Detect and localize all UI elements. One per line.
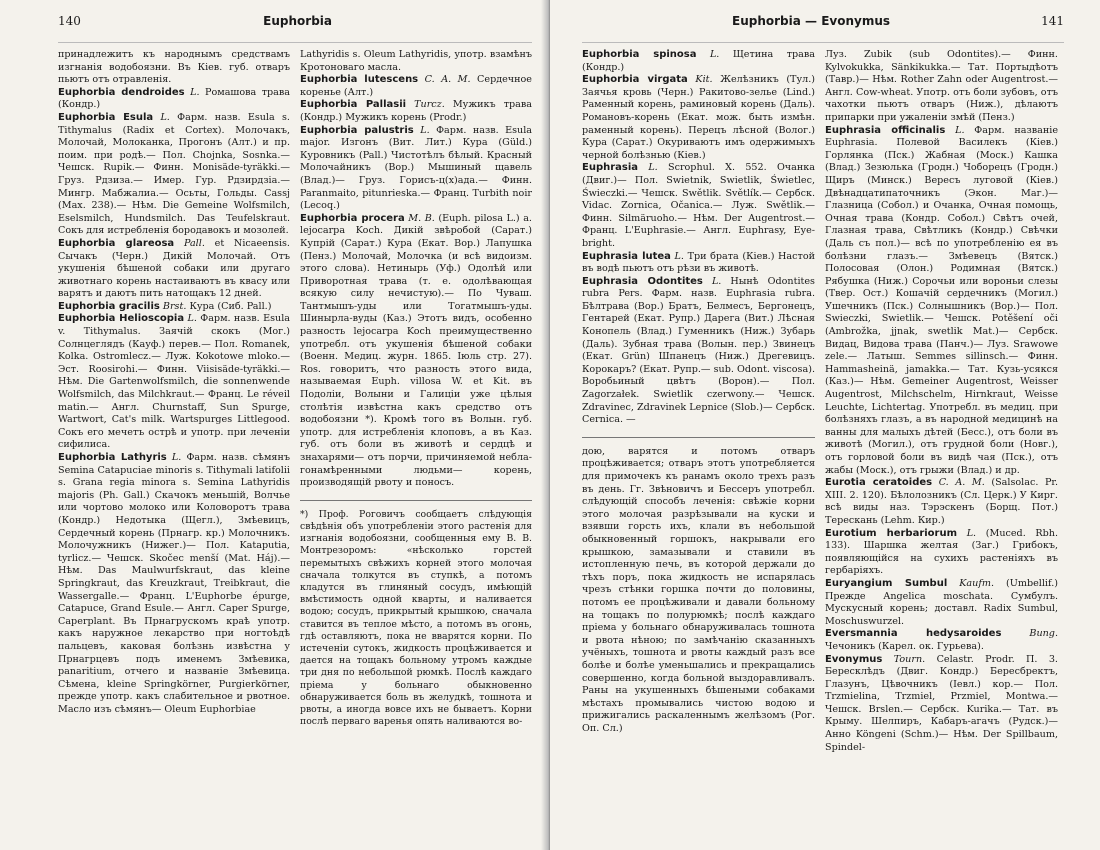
right-column-2 (825, 49, 1058, 754)
entry-authority: C. A. M. (424, 74, 471, 86)
entry-text: (Umbellif.) Прежде Angelica moschata. Сумбулъ. Мускусный корень; доставл. Radix Sumbul, Moschuswurzel. (825, 577, 1058, 627)
entry-headword: Euphorbia palustris (300, 124, 414, 136)
entry-authority: L. (711, 275, 722, 287)
entry-headword: Euphrasia officinalis (825, 124, 946, 136)
entry-headword: Euphorbia gracilis (58, 300, 160, 312)
entry-authority: L. (160, 111, 170, 123)
page-number: 140 (58, 14, 81, 28)
dictionary-entry (825, 49, 1058, 125)
footnote: *) Проф. Роговичъ сообщаетъ слѣдующія свѣдѣнія объ употребленіи этого растенія для изгнанія водобоязни, сообщенныя ему В. В. Монтрезоромъ: «нѣсколько горстей перемытыхъ свѣжихъ корней этого молочая сначала толкутся въ ступкѣ, а потомъ кладутся въ глиняный сосудъ, имѣющій вмѣстимость одной кварты, и наливается водою; сосудъ, прикрытый крышкою, сначала ставится въ теплое мѣсто, а потомъ въ огонь, гдѣ оставляютъ, пока не вварятся корни. По истеченіи сутокъ, жидкость процѣживается и дается на тощакъ больному утромъ каждые три дня по небольшой рюмкѣ. Послѣ каждаго пріема у больнаго обыкновенно обнаруживается боль въ желудкѣ, тошнота и рвоты, а иногда вовсе ихъ не бываетъ. Корни послѣ перваго варенья опять наливаются во- (300, 508, 532, 728)
entry-text: Ромашова трава (Кондр.) (58, 86, 290, 111)
entry-text: принадлежитъ къ народнымъ средствамъ изгнанія водобоязни. Въ Кіев. губ. отваръ пьютъ отъ отравленія. (58, 49, 290, 86)
dictionary-entry (58, 238, 290, 301)
entry-text: (Salsolac. Pr. XIII. 2. 120). Бѣлолозникъ (Сл. Церк.) У Кирг. всѣ виды наз. Тэрэскенъ (Борщ. Пот.) Терескань (Lehm. Кир.) (825, 477, 1058, 526)
dictionary-entry (825, 477, 1058, 527)
entry-authority: Kit. (695, 74, 713, 86)
entry-text: Фарм. назв. Esula major. Изгонъ (Вит. Лит.) Кура (Güld.) Куровникъ (Pall.) Чистотѣлъ бѣлый. Красный Молочайникъ (Вор.) Мышиный щавель (Влад.)— Груз. Горисъ-ц(х)ада.— Финн. Paranmaito, pitunrieska.— Франц. Turbith noir (Lecoq.) (300, 124, 532, 212)
entry-headword: Eversmannia hedysaroides (825, 628, 1002, 640)
page-header (582, 14, 1064, 43)
entry-headword: Euphorbia Helioscopia (58, 313, 185, 325)
dictionary-entry (582, 74, 815, 162)
entry-authority: L. (171, 452, 182, 463)
entry-headword: Euphorbia procera (300, 212, 405, 224)
entry-text: Сердечное кореньe (Алт.) (300, 74, 532, 98)
entry-headword: Euphorbia virgata (582, 74, 688, 86)
entry-text: Чечоникъ (Карел. ок. Гурьева). (825, 640, 984, 652)
entry-text: Фарм. назв. Esula v. Tithymalus. Заячій скокъ (Мог.) Солнцеглядъ (Кауф.) перев.— Пол. Romanek, Kolka. Ostromlecz.— Луж. Kokotowe mloko.— Эст. Roosirohi.— Финн. Viisisäde-tyräkki.— Нѣм. Die Gartenwolfsmilch, die sonnenwende Wolfsmilch, das Milchkraut.— Франц. Le réveil matin.— Англ. Churnstaff, Sun Spurge, Wartwort, Cat's milk. Wartspurges Littlegood. Сокъ его мечетъ острѣ и употр. при леченіи сифилиса. (58, 313, 290, 451)
entry-text: Луз. Zubik (sub Odontites).— Финн. Kylvokukka, Sänkikukka.— Тат. Портыдѣотъ (Тавр.)— Нѣм. Rother Zahn oder Augentrost.— Англ. Cow-wheat. Употр. отъ боли зубовъ, отъ чахотки пьютъ отваръ (Ниж.), дѣлаютъ припарки при ужаленіи змѣй (Пенз.) (825, 49, 1058, 123)
entry-headword: Euphorbia Esula (58, 111, 154, 123)
entry-headword: Eurotium herbariorum (825, 527, 958, 539)
entry-authority: M. B. (408, 212, 435, 224)
entry-headword: Euphrasia (582, 162, 639, 174)
entry-text: (Muced. Rbh. 133). Шаршка желтая (Заг.) Грибокъ, появляющійся на сухихъ растеніяхъ въ гербаріяхъ. (825, 527, 1058, 577)
entry-authority: C. A. M. (938, 477, 985, 489)
footnote-continuation: дою, варятся и потомъ отваръ процѣживается; отваръ этотъ употребляется для примочекъ къ ранамъ около трехъ разъ въ день. Гг. Звѣновичъ и Бессеръ употребл. слѣдующій способъ леченія: свѣжіе корни этого молочая разрѣзывали на куски и взявши горсть ихъ, клали въ небольшой обыкновенный горшокъ, накрывали его крышкою, замазывали и ставили въ истопленную печь, въ которой держали до тѣхъ поръ, пока жидкость не испарялась чрезъ стѣнки горшка почти до половины, потомъ ее процѣживали и давали больному на тощакъ по полурюмкѣ; послѣ каждаго пріема у больнаго обнаруживалась тошнота и рвота нѣною; по замѣчанію сказанныхъ учёныхъ, тошнота и рвоты каждый разъ все болѣе и болѣе уменьшались и прекращались совершенно, когда больной выздоравливалъ. Раны на укушенныхъ бѣшеными собаками мѣстахъ промывались чистою водою и прижигались раскаленнымъ желѣзомъ (Рог. Оп. Сл.) (582, 445, 815, 734)
entry-authority: L. (966, 527, 977, 539)
dictionary-entry (582, 251, 815, 276)
entry-text: Scrophul. X. 552. Очанка (Двиг.)— Пол. Swietnik, Swietlik, Świetlec, Świeczki.— Чешск. Swětlik. Světlík.— Сербск. Vidac. Zornica, Očanica.— Луж. Swětlik.— Финн. Silmäruoho.— Нѣм. Der Augentrost.— Франц. L'Euphrasie.— Англ. Euphrasy, Eye-bright. (582, 162, 815, 249)
entry-text: Щетина трава (Кондр.) (582, 49, 815, 73)
entry-authority: L. (674, 250, 684, 262)
entry-headword: Euphorbia dendroides (58, 86, 185, 98)
dictionary-entry (58, 87, 290, 112)
dictionary-entry (300, 213, 532, 490)
running-head: Euphorbia — Evonymus (732, 14, 891, 28)
entry-authority: Turcz. (414, 99, 445, 111)
left-column-2 (300, 49, 532, 728)
entry-authority: L. (190, 86, 200, 98)
dictionary-entry (58, 452, 290, 716)
entry-authority: L. (709, 49, 720, 60)
dictionary-entry (582, 49, 815, 74)
entry-text: Фарм. назв. сѣмянъ Semina Catapuciae minoris s. Tithymali latifolii s. Grana regia minora s. Semina Lathyridis majoris (Ph. Gall.) Скачокъ меньшій, Волчье или чортово молоко или Коловоротъ трава (Кондр.) Недотыка (Щегл.), Змѣевицъ, Сердечный корень (Прнагр. кр.) Молочникъ. Молочужникъ (Нижег.)— Пол. Kataputia, tyrlicz.— Чешск. Skočec menší (Mat. Háj).— Нѣм. Das Maulwurfskraut, das kleine Springkraut, das Kreuzkraut, Treibkraut, die Wassergalle.— Франц. L'Euphorbe épurge, Catapuce, Grand Esule.— Англ. Caper Spurge, Caperplant. Въ Прнагрускомъ краѣ употр. какъ наружное лекарство при ногтоѣдѣ пальцевъ, каковая болѣзнь извѣстна у Прнагрцевъ подъ именемъ Змѣевика, panaritium, отчего и названіе Змѣевица. Сѣмена, kleine Springkörner, Purgierkörner, прежде употр. какъ слабительное и рвотное. Масло изъ сѣмянъ— Oleum Euphorbiae (58, 452, 290, 715)
entry-text: Фарм. назв. Esula s. Tithymalus (Radix et Cortex). Молочакъ, Молочай, Молоканка, Прогонъ (Алт.) и пр. поим. при родѣ.— Пол. Chojnka, Sosnka.— Чешск. Rupik.— Финн. Monisäde-tyräkki.— Груз. Рдзиза.— Имер. Гур. Рдзирдзia.— Мингр. Мабжалиа.— Осьты, Гольды. Cassj (Max. 238).— Нѣм. Die Gemeine Wolfsmilch, Eselsmilch, Hundsmilch. Das Teufelskraut. Сокъ для истребленія бородавокъ и мозолей. (58, 111, 290, 237)
dictionary-entry (825, 578, 1058, 628)
page-header (58, 14, 532, 43)
entry-headword: Eurotia ceratoides (825, 477, 933, 489)
entry-text: (Euph. pilosa L.) a. lejocarpa Koch. Дикій звѣробой (Сарат.) Купрій (Сарат.) Кура (Екат. Вор.) Лапушка (Пенз.) Молочай, Молочка (и всѣ видоизм. этого слова). Нетинырь (Уф.) Одолѣй или Приворотная трава (т. е. одолѣвающая всякую силу нечистую).— По Чуваш. Тантмышъ-уды или Тогатмышъ-уды. Шинырла-вуды (Каз.) Этотъ видъ, особенно разность lejocarpa Koch преимущественно употребл. отъ укушенія бѣшеной собаки (Военн. Медиц. журн. 1865. Іюль стр. 27). Ros. говоритъ, что разность этого вида, называемая Euph. villosa W. et Kit. въ Подоліи, Волыни и Галиціи уже цѣлыя столѣтія извѣстна какъ средство отъ водобоязни *). Кромѣ того въ Волын. губ. употр. для истребленія клоповъ, а въ Каз. губ. отъ боли въ животѣ и сердцѣ и знахарями— отъ порчи, причиняемой небла-гонамѣренными людьми— корень, производящій рвоту и поносъ. (300, 212, 532, 489)
right-page (550, 0, 1100, 850)
entry-headword: Euphorbia spinosa (582, 49, 697, 60)
entry-authority: Tourn. (893, 653, 926, 665)
entry-text: Lathyridis s. Oleum Lathyridis, употр. взамѣнъ Кротоноваго масла. (300, 49, 532, 73)
dictionary-entry (300, 99, 532, 124)
left-column-1 (58, 49, 290, 728)
entry-text: Фарм. названіе Euphrasia. Полевой Василекъ (Кіев.) Горлянка (Пск.) Жабная (Моск.) Кашка (Влад.) Зезюлька (Гродн.) Чоборецъ (Гродн.) Щиръ (Минск.) Вересъ луговой (Кіев.) Двѣнадцатипаточникъ (Экон. Маг.)— Глазница (Собол.) и Очанка, Очная помощь, Очная трава (Кондр. Собол.) Свѣтъ очей, Глазная трава, Свѣтликъ (Кондр.) Свѣчки (Даль съ пол.)— всѣ по употребленію ея въ болѣзни глазъ.— Змѣевецъ (Вятск.) Полосовая (Олон.) Родимная (Вятск.) Рябушка (Ниж.) Сорочьи или вороньи слезы (Твер. Ост.) Кошачій сердечникъ (Могил.) Ушечникъ (Пск.) Солнышникъ (Вор.)— Пол. Swieczki, Swietlik.— Чешск. Potěšení oči (Ambrožka, jjnak, swetlik Mat.)— Сербск. Видац, Видова трава (Панч.)— Луз. Srawowe zele.— Латыш. Semmes sillinsch.— Финн. Hammasheinä, jamakka.— Тат. Кузь-усякся (Каз.)— Нѣм. Gemeiner Augentrost, Weisser Augentrost, Milchschelm, Hirnkraut, Weisse Leuchte, Lichtertag. Употребл. въ медиц. при болѣзняхъ глазъ, а въ народной медицинѣ на ванны для малыхъ дѣтей (Бесс.), отъ боли въ животѣ (Могил.), отъ грудной боли (Новг.), отъ горловой боли въ видѣ чая (Пск.), отъ жабы (Моск.), отъ грыжи (Влад.) и др. (825, 124, 1058, 476)
entry-text: Нынѣ Odontites rubra Pers. Фарм. назв. Euphrasia rubra. Бѣлтрава (Вор.) Братъ, Белмесъ, Бергонецъ, Гентарей (Екат. Рупр.) Дарега (Вит.) Лѣсная Конопель (Влад.) Гуменникъ (Ниж.) Зубарь (Даль). Зубная трава (Волын. пер.) Звинецъ (Екат. Grün) Шпанецъ (Ниж.) Дрегевицъ. Корокаръ? (Екат. Рупр.— sub. Odont. viscosa). Воробьиный цвѣтъ (Ворон).— Пол. Zagorzałek. Swietlik czerwony.— Чешск. Zdravinec, Zdravinek Lepnice (Slob.)— Сербск. Cernica. — (582, 275, 815, 426)
page-number: 141 (1041, 14, 1064, 28)
dictionary-entry (58, 301, 290, 314)
dictionary-entry (300, 49, 532, 74)
entry-authority: L. (187, 313, 197, 325)
dictionary-entry (582, 276, 815, 427)
entry-authority: Brst. (162, 300, 187, 312)
entry-authority: L. (420, 124, 430, 136)
entry-authority: Kaufm. (959, 577, 995, 589)
dictionary-entry (825, 628, 1058, 653)
entry-authority: Pall. (183, 237, 205, 249)
entry-text: Celastr. Prodr. П. 3. Бересклѣдъ (Двиг. Кондр.) Бересбректъ, Глазунъ, Цѣвочникъ (Іевл.) кор.— Пол. Trzmielina, Trzmiel, Przmiel, Montwa.— Чешск. Brslen.— Сербск. Kurika.— Тат. въ Крыму. Шелпиръ, Кабаръ-агачъ (Рудск.)— Анно Köngeni (Schm.)— Нѣм. Der Spillbaum, Spindel- (825, 653, 1058, 753)
entry-headword: Euphrasia lutea (582, 250, 671, 262)
entry-headword: Euphrasia Odontites (582, 275, 703, 287)
dictionary-entry (825, 654, 1058, 755)
dictionary-entry (825, 528, 1058, 578)
entry-text: Мужикъ трава (Кондр.) Мужикъ корень (Prodr.) (300, 99, 532, 123)
entry-headword: Euphorbia Lathyris (58, 452, 167, 463)
dictionary-entry (300, 125, 532, 213)
entry-headword: Euphorbia Pallasii (300, 99, 407, 111)
dictionary-entry (58, 112, 290, 238)
running-head: Euphorbia (263, 14, 332, 28)
dictionary-entry (300, 74, 532, 99)
dictionary-entry (825, 125, 1058, 478)
entry-authority: L. (648, 162, 658, 174)
entry-text: Желѣзникъ (Тул.) Заячья кровь (Черн.) Ракитово-зелье (Lind.) Раменный корень, раминовый корень (Даль). Романовъ-корень (Екат. мож. быть измѣн. раменный корень). Перецъ лѣсной (Волог.) Кура (Сарат.) Окуриваютъ имъ одержимыхъ черной болѣзнью (Кіев.) (582, 74, 815, 161)
footnote-separator (300, 500, 532, 501)
entry-headword: Euphorbia lutescens (300, 74, 419, 86)
entry-text: Три брата (Кіев.) Настой въ водѣ пьютъ отъ рѣзи въ животѣ. (582, 250, 815, 275)
right-column-1 (582, 49, 815, 754)
entry-authority: Bung. (1029, 628, 1058, 640)
entry-authority: L. (955, 124, 965, 136)
dictionary-entry (58, 49, 290, 87)
entry-headword: Euryangium Sumbul (825, 577, 948, 589)
dictionary-entry (58, 313, 290, 452)
entry-text: et Nicaeensis. Сычакъ (Черн.) Дикій Молочай. Отъ укушенія бѣшеной собаки или другаго животнаго корень настаиваютъ въ квасу или варятъ и даютъ пить натощакъ 12 дней. (58, 237, 290, 300)
column-separator (582, 437, 815, 438)
entry-headword: Evonymus (825, 653, 883, 665)
entry-headword: Euphorbia glareosa (58, 237, 175, 249)
entry-text: Кура (Сиб. Pall.) (189, 300, 272, 312)
dictionary-entry (582, 162, 815, 250)
